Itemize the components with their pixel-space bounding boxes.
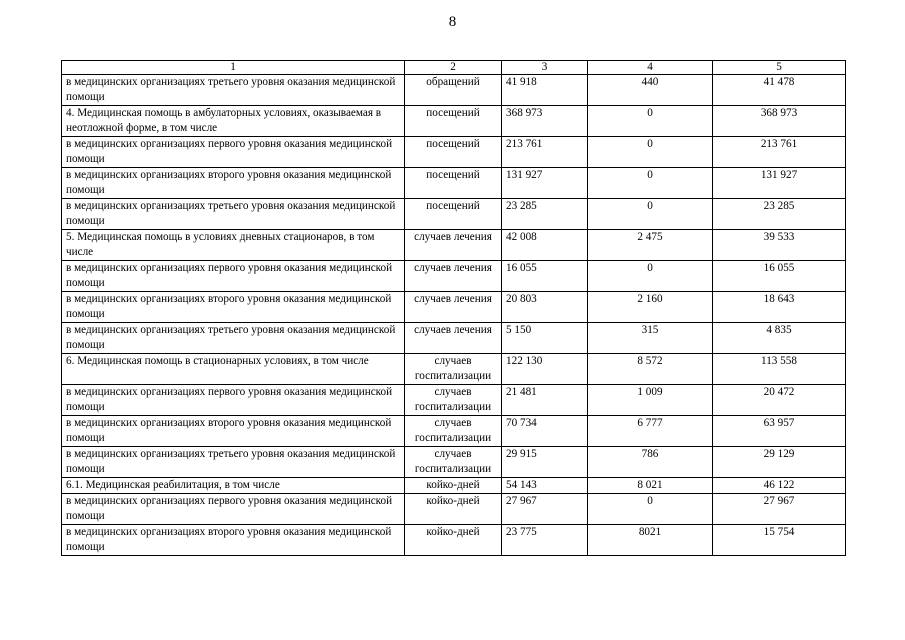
table-row: [62, 354, 846, 385]
row-name-cell: 4. Медицинская помощь в амбулаторных условиях, оказываемая в неотложной форме, в том числе: [62, 106, 405, 137]
table-row: [62, 525, 846, 556]
row-value-col3: 21 481: [502, 385, 588, 416]
row-value-col4: 8 572: [588, 354, 713, 385]
row-value-col5: 39 533: [713, 230, 846, 261]
row-unit-cell: случаев госпитализации: [405, 447, 502, 478]
table-body: [62, 75, 846, 556]
row-name-cell: в медицинских организациях первого уровня оказания медицинской помощи: [62, 261, 405, 292]
row-name-cell: в медицинских организациях первого уровня оказания медицинской помощи: [62, 137, 405, 168]
row-value-col5: 46 122: [713, 478, 846, 494]
table-row: [62, 261, 846, 292]
row-value-col5: 113 558: [713, 354, 846, 385]
column-header: 5: [713, 61, 846, 75]
row-name-cell: в медицинских организациях третьего уровня оказания медицинской помощи: [62, 199, 405, 230]
row-value-col4: 786: [588, 447, 713, 478]
row-value-col5: 29 129: [713, 447, 846, 478]
row-value-col4: 0: [588, 261, 713, 292]
row-unit-cell: случаев лечения: [405, 292, 502, 323]
row-value-col3: 41 918: [502, 75, 588, 106]
row-value-col4: 0: [588, 494, 713, 525]
row-value-col5: 213 761: [713, 137, 846, 168]
row-value-col4: 0: [588, 137, 713, 168]
row-value-col3: 5 150: [502, 323, 588, 354]
row-unit-cell: койко-дней: [405, 494, 502, 525]
row-unit-cell: случаев госпитализации: [405, 385, 502, 416]
column-header: 2: [405, 61, 502, 75]
row-name-cell: в медицинских организациях третьего уровня оказания медицинской помощи: [62, 75, 405, 106]
column-header: 4: [588, 61, 713, 75]
row-value-col3: 16 055: [502, 261, 588, 292]
row-name-cell: в медицинских организациях второго уровня оказания медицинской помощи: [62, 292, 405, 323]
row-unit-cell: случаев лечения: [405, 323, 502, 354]
row-value-col3: 131 927: [502, 168, 588, 199]
column-header: 1: [62, 61, 405, 75]
row-name-cell: 6.1. Медицинская реабилитация, в том числе: [62, 478, 405, 494]
row-value-col4: 8021: [588, 525, 713, 556]
row-unit-cell: посещений: [405, 137, 502, 168]
table-row: [62, 106, 846, 137]
table-row: [62, 199, 846, 230]
row-value-col3: 70 734: [502, 416, 588, 447]
row-value-col4: 2 160: [588, 292, 713, 323]
table-row: [62, 230, 846, 261]
report-table: [61, 60, 846, 556]
row-value-col4: 2 475: [588, 230, 713, 261]
row-value-col4: 6 777: [588, 416, 713, 447]
row-value-col5: 18 643: [713, 292, 846, 323]
row-value-col4: 1 009: [588, 385, 713, 416]
row-value-col5: 20 472: [713, 385, 846, 416]
table-row: [62, 478, 846, 494]
row-value-col3: 20 803: [502, 292, 588, 323]
row-value-col3: 213 761: [502, 137, 588, 168]
table-row: [62, 385, 846, 416]
row-name-cell: в медицинских организациях второго уровня оказания медицинской помощи: [62, 525, 405, 556]
row-unit-cell: койко-дней: [405, 525, 502, 556]
row-unit-cell: случаев лечения: [405, 261, 502, 292]
row-unit-cell: случаев госпитализации: [405, 354, 502, 385]
row-name-cell: 6. Медицинская помощь в стационарных условиях, в том числе: [62, 354, 405, 385]
row-name-cell: 5. Медицинская помощь в условиях дневных стационаров, в том числе: [62, 230, 405, 261]
row-value-col5: 63 957: [713, 416, 846, 447]
row-value-col5: 131 927: [713, 168, 846, 199]
row-name-cell: в медицинских организациях третьего уровня оказания медицинской помощи: [62, 447, 405, 478]
row-unit-cell: обращений: [405, 75, 502, 106]
row-value-col3: 368 973: [502, 106, 588, 137]
row-value-col4: 0: [588, 199, 713, 230]
table-row: [62, 75, 846, 106]
row-value-col5: 15 754: [713, 525, 846, 556]
row-value-col5: 368 973: [713, 106, 846, 137]
row-name-cell: в медицинских организациях второго уровня оказания медицинской помощи: [62, 168, 405, 199]
row-unit-cell: случаев лечения: [405, 230, 502, 261]
row-name-cell: в медицинских организациях первого уровня оказания медицинской помощи: [62, 494, 405, 525]
table-row: [62, 494, 846, 525]
row-value-col3: 29 915: [502, 447, 588, 478]
table-row: [62, 416, 846, 447]
column-header-row: [62, 61, 846, 75]
row-unit-cell: посещений: [405, 106, 502, 137]
row-value-col5: 41 478: [713, 75, 846, 106]
table-row: [62, 447, 846, 478]
row-name-cell: в медицинских организациях второго уровня оказания медицинской помощи: [62, 416, 405, 447]
row-value-col4: 8 021: [588, 478, 713, 494]
row-value-col5: 27 967: [713, 494, 846, 525]
row-value-col5: 4 835: [713, 323, 846, 354]
table-row: [62, 292, 846, 323]
row-value-col4: 0: [588, 106, 713, 137]
row-value-col3: 54 143: [502, 478, 588, 494]
row-value-col3: 42 008: [502, 230, 588, 261]
row-value-col5: 23 285: [713, 199, 846, 230]
row-value-col5: 16 055: [713, 261, 846, 292]
table-row: [62, 137, 846, 168]
row-value-col3: 23 285: [502, 199, 588, 230]
row-unit-cell: случаев госпитализации: [405, 416, 502, 447]
row-unit-cell: посещений: [405, 199, 502, 230]
row-value-col4: 440: [588, 75, 713, 106]
column-header: 3: [502, 61, 588, 75]
row-value-col3: 27 967: [502, 494, 588, 525]
row-value-col3: 122 130: [502, 354, 588, 385]
table-row: [62, 168, 846, 199]
row-unit-cell: посещений: [405, 168, 502, 199]
row-value-col4: 0: [588, 168, 713, 199]
table-row: [62, 323, 846, 354]
page-number: 8: [448, 14, 457, 30]
row-value-col3: 23 775: [502, 525, 588, 556]
row-value-col4: 315: [588, 323, 713, 354]
row-unit-cell: койко-дней: [405, 478, 502, 494]
row-name-cell: в медицинских организациях первого уровня оказания медицинской помощи: [62, 385, 405, 416]
row-name-cell: в медицинских организациях третьего уровня оказания медицинской помощи: [62, 323, 405, 354]
